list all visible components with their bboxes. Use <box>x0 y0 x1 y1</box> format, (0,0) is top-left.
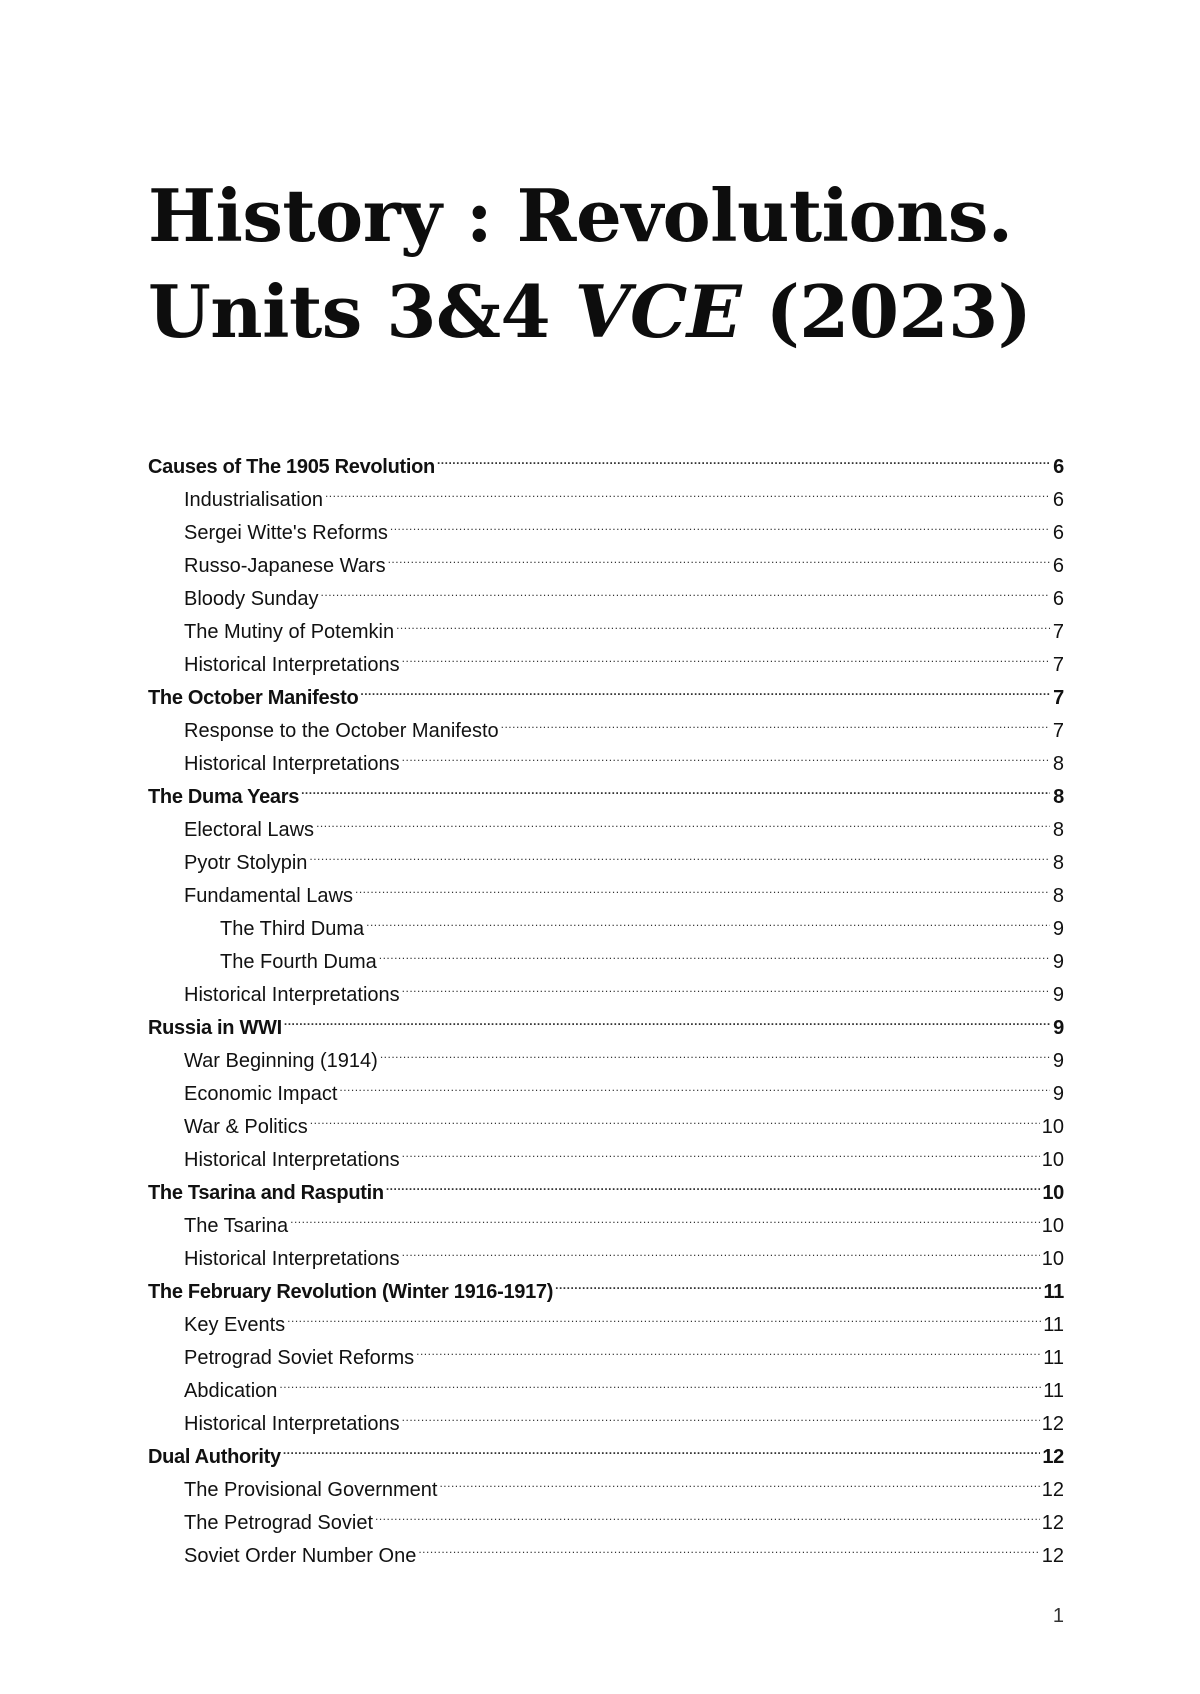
toc-entry-page-number[interactable]: 11 <box>1043 1281 1064 1303</box>
toc-entry-label[interactable]: Historical Interpretations <box>184 753 400 775</box>
toc-dot-leader <box>355 869 1050 902</box>
toc-dot-leader <box>375 1496 1040 1529</box>
toc-entry[interactable] <box>148 1001 1064 1039</box>
toc-entry-label[interactable]: The Mutiny of Potemkin <box>184 621 395 643</box>
title-year: (2023) <box>741 269 1032 354</box>
toc-entry-label[interactable]: Abdication <box>184 1380 278 1402</box>
toc-entry-page-number[interactable]: 9 <box>1052 918 1064 940</box>
toc-entry-label[interactable]: Historical Interpretations <box>184 1149 400 1171</box>
toc-dot-leader <box>379 935 1050 968</box>
toc-entry[interactable] <box>148 1430 1064 1468</box>
toc-entry-page-number[interactable]: 12 <box>1042 1446 1064 1468</box>
toc-dot-leader <box>396 605 1050 638</box>
toc-dot-leader <box>439 1463 1039 1496</box>
toc-entry-label[interactable]: The Third Duma <box>220 918 365 940</box>
toc-entry-page-number[interactable]: 6 <box>1053 456 1064 478</box>
toc-entry-label[interactable]: The Duma Years <box>148 786 300 808</box>
toc-entry-page-number[interactable]: 10 <box>1041 1215 1064 1237</box>
toc-entry-page-number[interactable]: 10 <box>1041 1116 1064 1138</box>
toc-entry-page-number[interactable]: 8 <box>1052 852 1064 874</box>
toc-entry-page-number[interactable]: 7 <box>1052 621 1064 643</box>
toc-dot-leader <box>402 638 1050 671</box>
toc-dot-leader <box>301 770 1050 803</box>
toc-entry-label[interactable]: Russo-Japanese Wars <box>184 555 386 577</box>
toc-dot-leader <box>416 1331 1041 1364</box>
toc-entry-page-number[interactable]: 6 <box>1052 522 1064 544</box>
toc-entry-label[interactable]: Fundamental Laws <box>184 885 353 907</box>
toc-dot-leader <box>321 572 1050 605</box>
toc-dot-leader <box>279 1364 1041 1397</box>
toc-entry-label[interactable]: Historical Interpretations <box>184 1248 400 1270</box>
toc-dot-leader <box>402 1133 1040 1166</box>
toc-entry-label[interactable]: Electoral Laws <box>184 819 315 841</box>
toc-entry-page-number[interactable]: 6 <box>1052 555 1064 577</box>
toc-entry-label[interactable]: The Petrograd Soviet <box>184 1512 373 1534</box>
toc-dot-leader <box>402 968 1050 1001</box>
toc-dot-leader <box>283 1430 1041 1463</box>
toc-entry-label[interactable]: Key Events <box>184 1314 286 1336</box>
toc-entry-page-number[interactable]: 10 <box>1041 1248 1064 1270</box>
toc-dot-leader <box>380 1034 1050 1067</box>
toc-dot-leader <box>388 539 1050 572</box>
toc-dot-leader <box>325 473 1050 506</box>
toc-entry-page-number[interactable]: 10 <box>1041 1149 1064 1171</box>
toc-entry-page-number[interactable]: 11 <box>1043 1347 1064 1369</box>
toc-entry-label[interactable]: The Tsarina and Rasputin <box>148 1182 384 1204</box>
toc-dot-leader <box>390 506 1050 539</box>
title-vce: VCE <box>574 269 742 354</box>
toc-entry-label[interactable]: The February Revolution (Winter 1916-1917) <box>148 1281 554 1303</box>
toc-dot-leader <box>360 671 1050 704</box>
toc-dot-leader <box>290 1199 1040 1232</box>
title-line-1: History : Revolutions. <box>148 173 1013 258</box>
toc-dot-leader <box>555 1265 1041 1298</box>
toc-entry-label[interactable]: Historical Interpretations <box>184 1413 400 1435</box>
page-number: 1 <box>1052 1605 1064 1627</box>
toc-entry-page-number[interactable]: 7 <box>1052 654 1064 676</box>
toc-dot-leader <box>402 737 1050 770</box>
toc-entry-page-number[interactable]: 11 <box>1043 1314 1064 1336</box>
toc-entry-label[interactable]: The October Manifesto <box>148 687 359 709</box>
toc-entry-label[interactable]: The Tsarina <box>184 1215 289 1237</box>
title-line-2 <box>148 264 1148 360</box>
toc-entry-label[interactable]: Bloody Sunday <box>184 588 319 610</box>
toc-dot-leader <box>501 704 1050 737</box>
toc-entry-page-number[interactable]: 11 <box>1043 1380 1064 1402</box>
toc-entry-label[interactable]: Soviet Order Number One <box>184 1545 417 1567</box>
toc-entry[interactable] <box>148 440 1064 478</box>
toc-entry-label[interactable]: Response to the October Manifesto <box>184 720 499 742</box>
toc-entry-page-number[interactable]: 12 <box>1041 1479 1064 1501</box>
toc-entry-label[interactable]: Industrialisation <box>184 489 323 511</box>
toc-entry-label[interactable]: Historical Interpretations <box>184 984 400 1006</box>
toc-entry-label[interactable]: Economic Impact <box>184 1083 338 1105</box>
toc-entry-page-number[interactable]: 10 <box>1042 1182 1064 1204</box>
toc-entry-page-number[interactable]: 12 <box>1041 1545 1064 1567</box>
toc-entry-page-number[interactable]: 8 <box>1053 786 1064 808</box>
toc-entry[interactable] <box>148 1397 1064 1435</box>
toc-entry-page-number[interactable]: 7 <box>1053 687 1064 709</box>
toc-entry-page-number[interactable]: 8 <box>1052 753 1064 775</box>
toc-entry-label[interactable]: Dual Authority <box>148 1446 281 1468</box>
toc-entry-page-number[interactable]: 8 <box>1052 885 1064 907</box>
toc-dot-leader <box>437 440 1050 473</box>
toc-dot-leader <box>287 1298 1041 1331</box>
toc-entry-label[interactable]: Causes of The 1905 Revolution <box>148 456 435 478</box>
toc-dot-leader <box>309 836 1050 869</box>
toc-entry-page-number[interactable]: 6 <box>1052 489 1064 511</box>
toc-entry-page-number[interactable]: 9 <box>1052 984 1064 1006</box>
toc-entry-label[interactable]: War Beginning (1914) <box>184 1050 378 1072</box>
toc-dot-leader <box>339 1067 1050 1100</box>
toc-entry[interactable] <box>148 1364 1064 1402</box>
toc-dot-leader <box>402 1232 1040 1265</box>
toc-entry-label[interactable]: Sergei Witte's Reforms <box>184 522 388 544</box>
toc-entry[interactable] <box>148 1463 1064 1501</box>
document-title <box>148 168 1148 360</box>
toc-entry-label[interactable]: War & Politics <box>184 1116 308 1138</box>
toc-entry-page-number[interactable]: 9 <box>1052 951 1064 973</box>
toc-entry-page-number[interactable]: 7 <box>1052 720 1064 742</box>
toc-entry-page-number[interactable]: 9 <box>1052 1083 1064 1105</box>
table-of-contents <box>148 440 1064 1567</box>
toc-entry-page-number[interactable]: 12 <box>1041 1512 1064 1534</box>
toc-entry-page-number[interactable]: 8 <box>1052 819 1064 841</box>
toc-dot-leader <box>316 803 1050 836</box>
toc-entry-label[interactable]: The Provisional Government <box>184 1479 438 1501</box>
toc-entry[interactable] <box>148 1331 1064 1369</box>
toc-entry-page-number[interactable]: 9 <box>1052 1050 1064 1072</box>
toc-dot-leader <box>418 1529 1039 1562</box>
toc-entry-label[interactable]: Petrograd Soviet Reforms <box>184 1347 415 1369</box>
toc-entry-page-number[interactable]: 6 <box>1052 588 1064 610</box>
toc-entry-label[interactable]: Russia in WWI <box>148 1017 282 1039</box>
toc-dot-leader <box>386 1166 1041 1199</box>
title-units: Units 3&4 <box>148 269 575 354</box>
toc-entry-page-number[interactable]: 9 <box>1053 1017 1064 1039</box>
toc-entry-label[interactable]: Pyotr Stolypin <box>184 852 308 874</box>
toc-entry-label[interactable]: Historical Interpretations <box>184 654 400 676</box>
toc-entry[interactable] <box>148 1034 1064 1072</box>
toc-dot-leader <box>310 1100 1040 1133</box>
toc-dot-leader <box>366 902 1050 935</box>
toc-dot-leader <box>284 1001 1050 1034</box>
toc-dot-leader <box>402 1397 1040 1430</box>
toc-entry-label[interactable]: The Fourth Duma <box>220 951 377 973</box>
toc-entry-page-number[interactable]: 12 <box>1041 1413 1064 1435</box>
